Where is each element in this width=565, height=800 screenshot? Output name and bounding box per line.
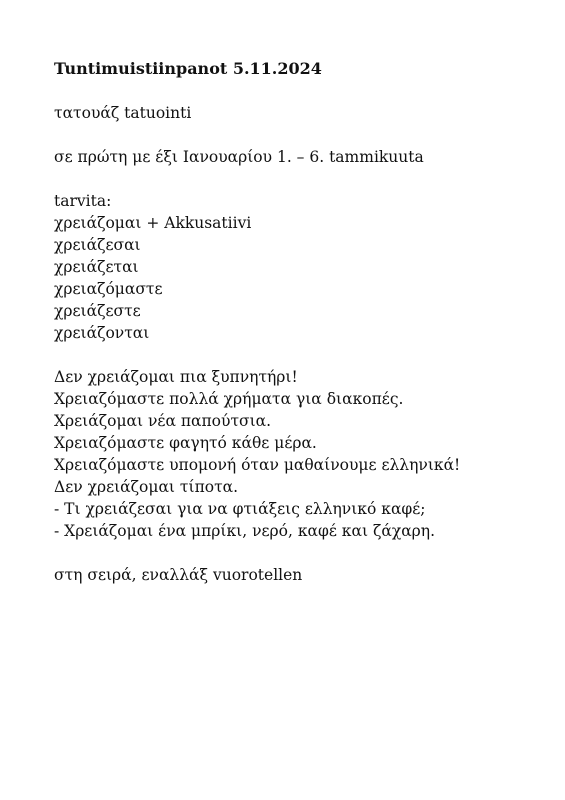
spacer — [54, 344, 534, 366]
conjugation-line: χρειαζόμαστε — [54, 280, 163, 298]
dialogue-line: - Χρειάζομαι ένα μπρίκι, νερό, καφέ και ζάχαρη. — [54, 522, 436, 540]
conjugation-line: χρειάζομαι + Akkusatiivi — [54, 214, 252, 232]
conjugation-line: χρειάζεται — [54, 258, 139, 276]
conjugation-line: χρειάζεστε — [54, 302, 141, 320]
conjugation-line: χρειάζεσαι — [54, 236, 141, 254]
vocab-turns-line: στη σειρά, εναλλάξ vuorotellen — [54, 566, 303, 584]
example-sentence: Χρειαζόμαστε φαγητό κάθε μέρα. — [54, 434, 317, 452]
document-page — [54, 58, 534, 586]
spacer — [54, 168, 534, 190]
vocab-tattoo-line: τατουάζ tatuointi — [54, 104, 192, 122]
spacer — [54, 124, 534, 146]
tarvita-heading: tarvita: — [54, 192, 112, 210]
example-sentence: Χρειαζόμαστε υπομονή όταν μαθαίνουμε ελληνικά! — [54, 456, 461, 474]
spacer — [54, 542, 534, 564]
example-sentence: Χρειάζομαι νέα παπούτσια. — [54, 412, 272, 430]
document-title: Tuntimuistiinpanot 5.11.2024 — [54, 59, 322, 78]
dialogue-line: - Τι χρειάζεσαι για να φτιάξεις ελληνικό καφέ; — [54, 500, 426, 518]
example-sentence: Δεν χρειάζομαι πια ξυπνητήρι! — [54, 368, 298, 386]
example-sentence: Χρειαζόμαστε πολλά χρήματα για διακοπές. — [54, 390, 404, 408]
example-sentence: Δεν χρειάζομαι τίποτα. — [54, 478, 239, 496]
conjugation-line: χρειάζονται — [54, 324, 150, 342]
dates-line: σε πρώτη με έξι Ιανουαρίου 1. – 6. tammikuuta — [54, 148, 424, 166]
spacer — [54, 80, 534, 102]
